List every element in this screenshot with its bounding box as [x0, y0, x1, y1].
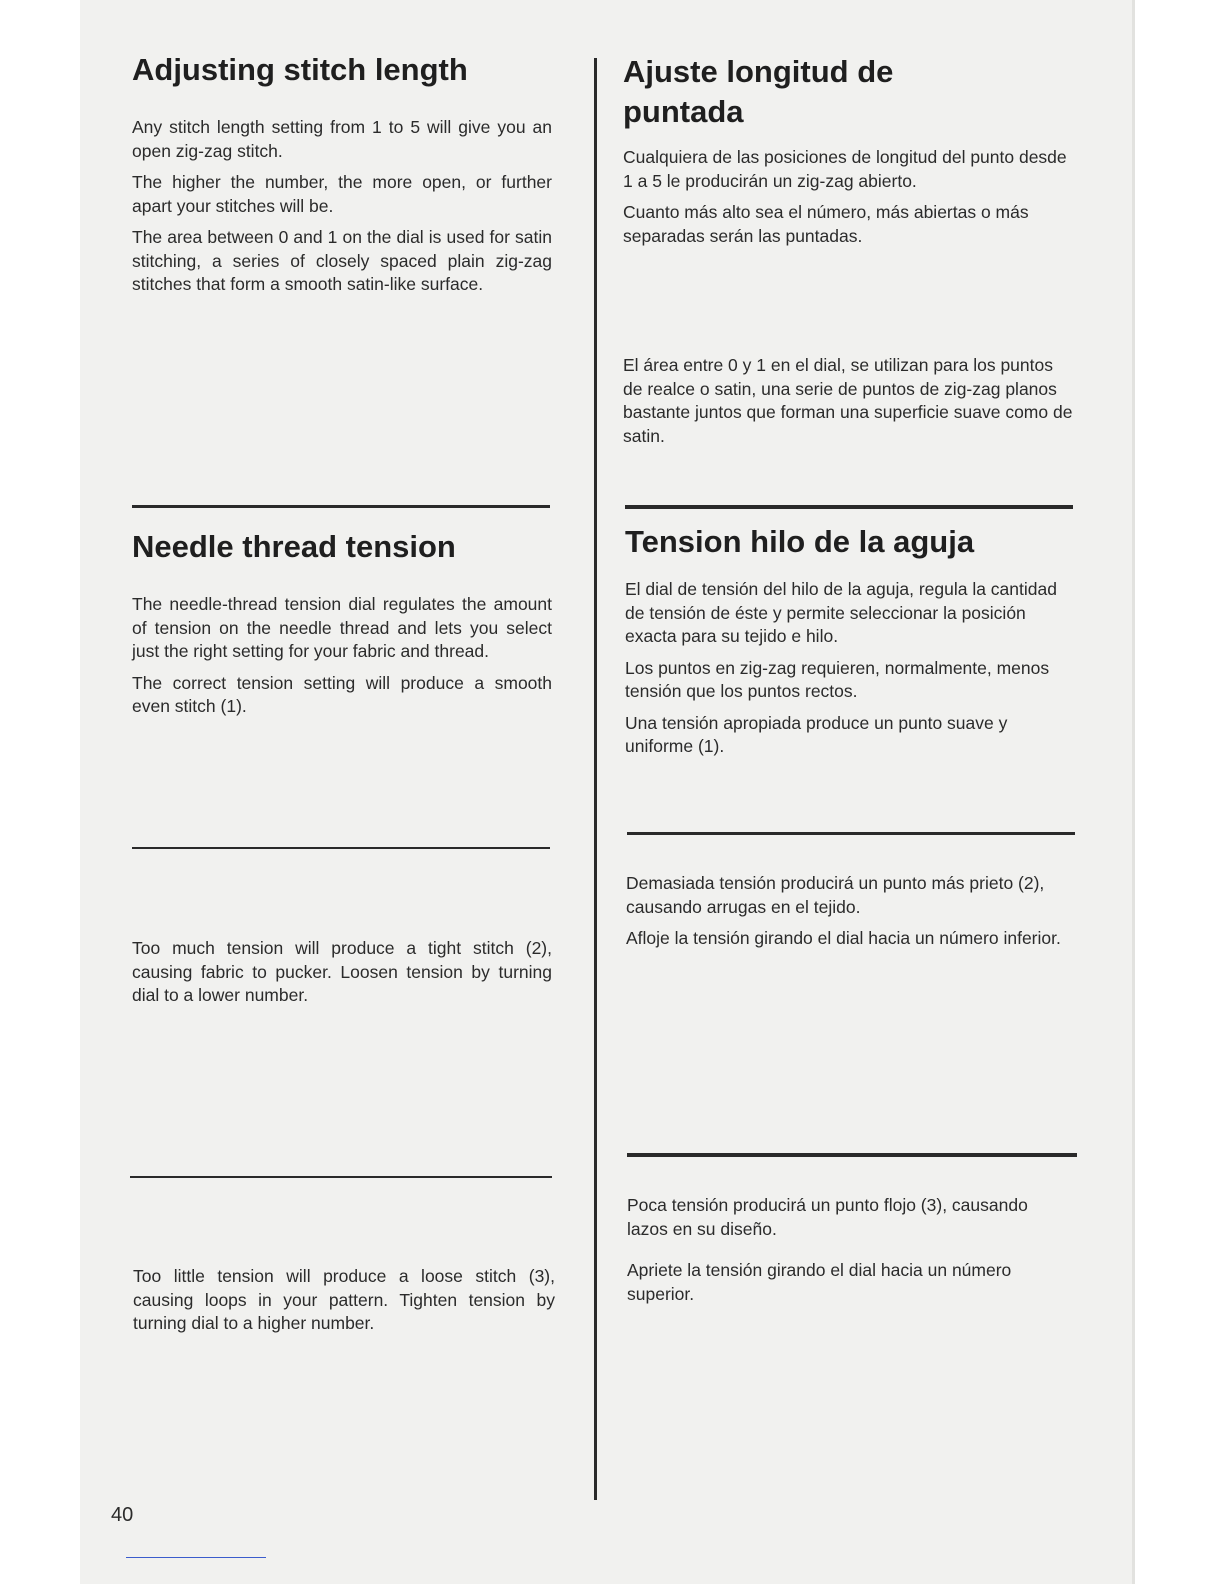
satin-text-es — [623, 354, 1073, 456]
paragraph: Una tensión apropiada produce un punto suave y uniforme (1). — [625, 712, 1008, 756]
divider-rule — [130, 1176, 552, 1178]
too-much-tension-text — [132, 937, 552, 1016]
paragraph: Any stitch length setting from 1 to 5 will give you an open zig-zag stitch. — [132, 117, 552, 161]
paragraph: Demasiada tensión producirá un punto más prieto (2), causando arrugas en el tejido. — [626, 873, 1045, 917]
paragraph: Los puntos en zig-zag requieren, normalmente, menos tensión que los puntos rectos. — [625, 657, 1050, 701]
section-heading: Ajuste longitud de puntada — [623, 54, 894, 129]
paragraph: Poca tensión producirá un punto flojo (3), causando lazos en su diseño. — [627, 1195, 1028, 1239]
section-heading: Needle thread tension — [132, 529, 456, 564]
paragraph: El dial de tensión del hilo de la aguja, regula la cantidad de tensión de éste y permite seleccionar la posición exacta para su tejido e hilo. — [625, 579, 1057, 646]
section-heading: Adjusting stitch length — [132, 52, 468, 87]
divider-rule — [132, 505, 550, 508]
tension-hilo-section — [625, 522, 1075, 767]
too-little-tension-text — [133, 1265, 555, 1344]
paragraph: The area between 0 and 1 on the dial is used for satin stitching, a series of closely spaced plain zig-zag stitches that form a smooth satin-like surface. — [132, 227, 552, 294]
page-edge — [1132, 0, 1135, 1584]
paragraph: The needle-thread tension dial regulates the amount of tension on the needle thread and lets you select just the right setting for your fabric and thread. — [132, 594, 552, 661]
paragraph: Too little tension will produce a loose stitch (3), causing loops in your pattern. Tighten tension by turning dial to a higher number. — [133, 1266, 555, 1333]
paragraph: Afloje la tensión girando el dial hacia un número inferior. — [626, 928, 1061, 948]
needle-thread-tension-section — [132, 527, 552, 727]
paragraph: Cuanto más alto sea el número, más abiertas o más separadas serán las puntadas. — [623, 202, 1029, 246]
paragraph: The higher the number, the more open, or further apart your stitches will be. — [132, 172, 552, 216]
section-heading: Tension hilo de la aguja — [625, 524, 975, 559]
column-divider — [594, 58, 597, 1500]
paragraph: Cualquiera de las posiciones de longitud del punto desde 1 a 5 le producirán un zig-zag abierto. — [623, 147, 1067, 191]
divider-rule — [132, 847, 550, 849]
divider-rule — [627, 1153, 1077, 1157]
paragraph: Too much tension will produce a tight stitch (2), causing fabric to pucker. Loosen tension by turning dial to a lower number. — [132, 938, 552, 1005]
page-number: 40 — [111, 1504, 134, 1526]
divider-rule — [625, 505, 1073, 509]
paragraph: El área entre 0 y 1 en el dial, se utilizan para los puntos de realce o satin, una serie de puntos de zig-zag planos bastante juntos que forman una superficie suave como de satin. — [623, 355, 1073, 446]
adjusting-stitch-length-section — [132, 50, 552, 305]
paragraph: The correct tension setting will produce a smooth even stitch (1). — [132, 672, 552, 716]
ajuste-longitud-section — [623, 52, 1068, 256]
poca-tension-text — [627, 1194, 1067, 1314]
paragraph: Apriete la tensión girando el dial hacia un número superior. — [627, 1260, 1012, 1304]
footer-underline — [126, 1557, 266, 1558]
divider-rule — [627, 832, 1075, 835]
demasiada-tension-text — [626, 872, 1066, 959]
